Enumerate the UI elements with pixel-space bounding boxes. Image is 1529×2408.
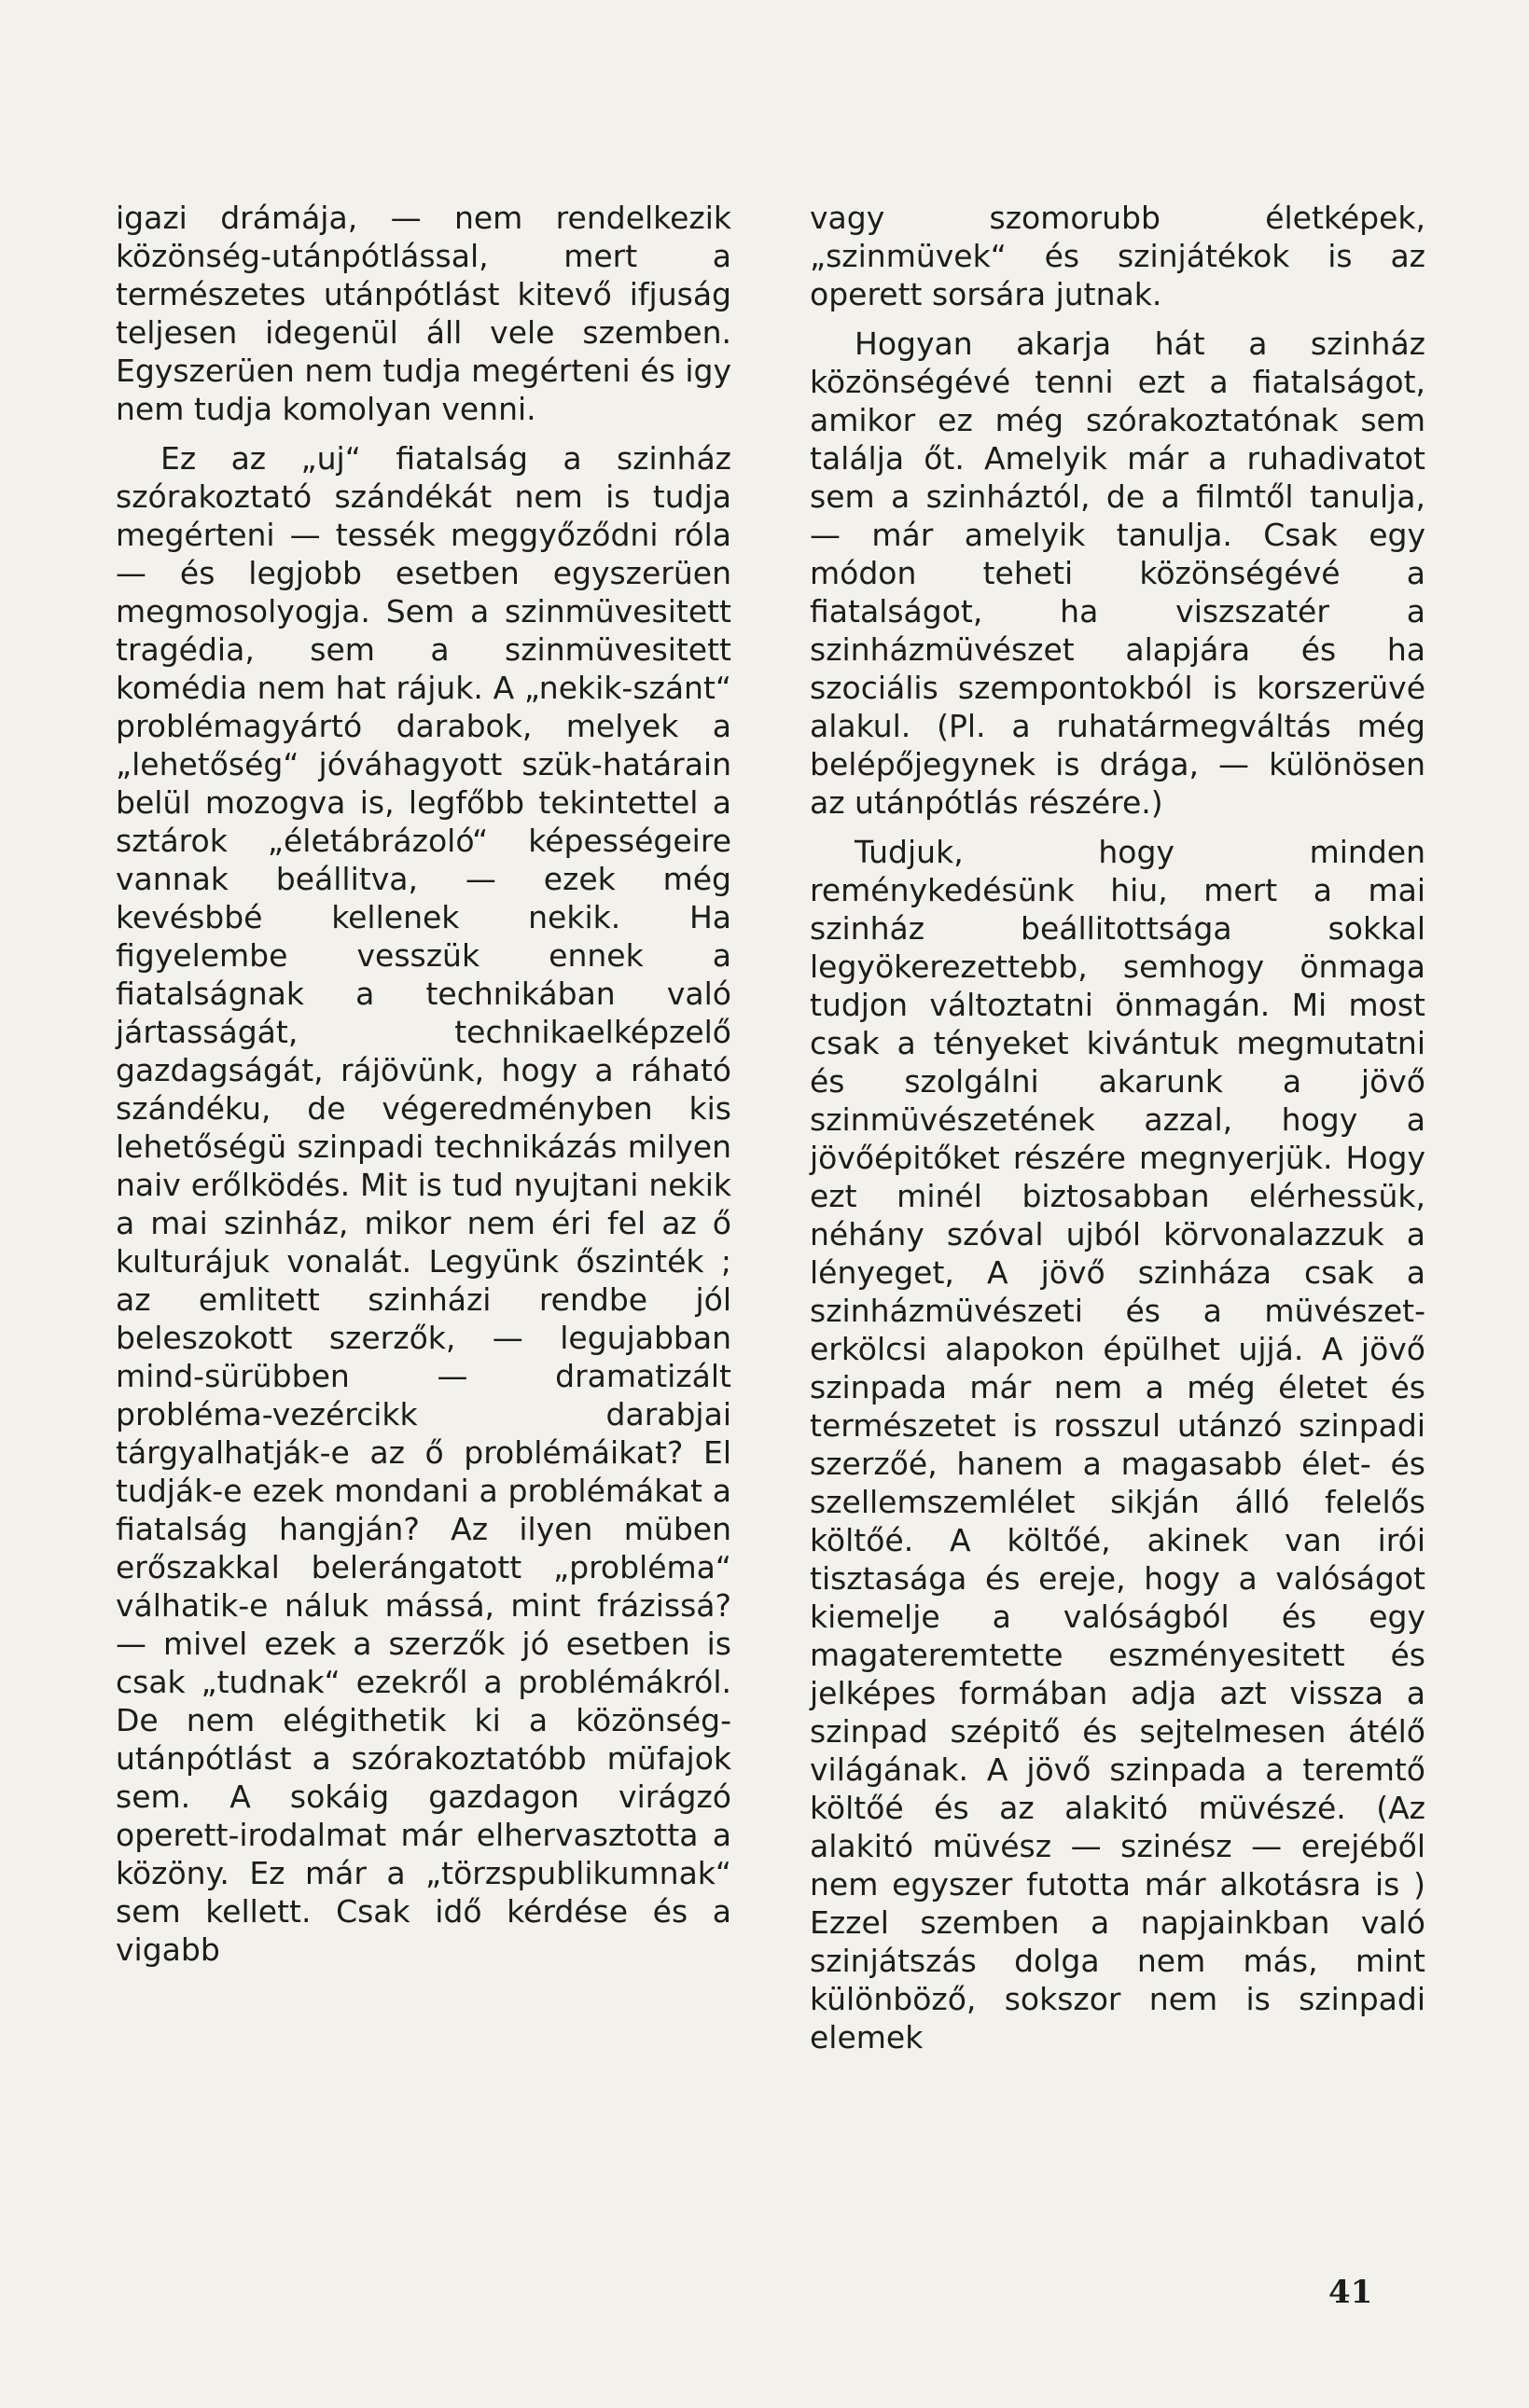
right-paragraph-3: Tudjuk, hogy minden reménykedésünk hiu, mert a mai szinház beállitottsága sokkal legyökerezettebb, semhogy önmaga tudjon változtatni önmagán. Mi most csak a tényeket kivántuk megmutatni és szolgálni akarunk a jövő szinmüvészetének azzal, hogy a jövőépitőket részére megnyerjük. Hogy ezt minél biztosabban elérhessük, néhány szóval ujból körvonalazzuk a lényeget, A jövő szinháza csak a szinházmüvészeti és a müvészet-erkölcsi alapokon épülhet ujjá. A jövő szinpada már nem a még életet és természetet is rosszul utánzó szinpadi szerzőé, hanem a magasabb élet- és szellemszemlélet sikján álló felelős költőé. A költőé, akinek van irói tisztasága és ereje, hogy a valóságot kiemelje a valóságból és egy magateremtette eszményesitett és jelképes formában adja azt vissza a szinpad szépitő és sejtelmesen átélő világának. A jövő szinpada a teremtő költőé és az alakitó müvészé. (Az alakitó müvész — szinész — erejéből nem egyszer futotta már alkotásra is ) Ezzel szemben a napjainkban való szinjátszás dolga nem más, mint különböző, sokszor nem is szinpadi elemek — [810, 834, 1425, 2055]
right-paragraph-1: vagy szomorubb életképek, „szinmüvek“ és szinjátékok is az operett sorsára jutnak. — [810, 200, 1425, 312]
right-paragraph-2: Hogyan akarja hát a szinház közönségévé tenni ezt a fiatalságot, amikor ez még szórakoztatónak sem találja őt. Amelyik már a ruhadivatot sem a szinháztól, de a filmtől tanulja, — már amelyik tanulja. Csak egy módon teheti közönségévé a fiatalságot, ha viszszatér a szinházmüvészet alapjára és ha szociális szempontokból is korszerüvé alakul. (Pl. a ruhatármegváltás még belépőjegynek is drága, — különösen az utánpótlás részére.) — [810, 325, 1425, 821]
page-number: 41 — [1328, 2274, 1373, 2311]
left-paragraph-2: Ez az „uj“ fiatalság a szinház szórakoztató szándékát nem is tudja megérteni — tessék meggyőződni róla — és legjobb esetben egyszerüen megmosolyogja. Sem a szinmüvesitett tragédia, sem a szinmüvesitett komédia nem hat rájuk. A „nekik-szánt“ problémagyártó darabok, melyek a „lehetőség“ jóváhagyott szük-határain belül mozogva is, legfőbb tekintettel a sztárok „életábrázoló“ képességeire vannak beállitva, — ezek még kevésbbé kellenek nekik. Ha figyelembe vesszük ennek a fiatalságnak a technikában való jártasságát, technikaelképzelő gazdagságát, rájövünk, hogy a ráható szándéku, de végeredményben kis lehetőségü szinpadi technikázás milyen naiv erőlködés. Mit is tud nyujtani nekik a mai szinház, mikor nem éri fel az ő kulturájuk vonalát. Legyünk őszinték ; az emlitett szinházi rendbe jól beleszokott szerzők, — legujabban mind-sürübben — dramatizált probléma-vezércikk darabjai tárgyalhatják-e az ő problémáikat? El tudják-e ezek mondani a problémákat a fiatalság hangján? Az ilyen müben erőszakkal belerángatott „probléma“ válhatik-e náluk mássá, mint frázissá? — mivel ezek a szerzők jó esetben is csak „tudnak“ ezekről a problémákról. De nem elégithetik ki a közönség-utánpótlást a szórakoztatóbb müfajok sem. A sokáig gazdagon virágzó operett-irodalmat már elhervasztotta a közöny. Ez már a „törzspublikumnak“ sem kellett. Csak idő kérdése és a vigabb — [116, 440, 731, 1968]
left-text-column — [116, 199, 731, 1980]
left-paragraph-1: igazi drámája, — nem rendelkezik közönség-utánpótlással, mert a természetes utánpótlást kitevő ifjuság teljesen idegenül áll vele szemben. Egyszerüen nem tudja megérteni és igy nem tudja komolyan venni. — [116, 200, 731, 427]
right-text-column — [810, 199, 1425, 2068]
